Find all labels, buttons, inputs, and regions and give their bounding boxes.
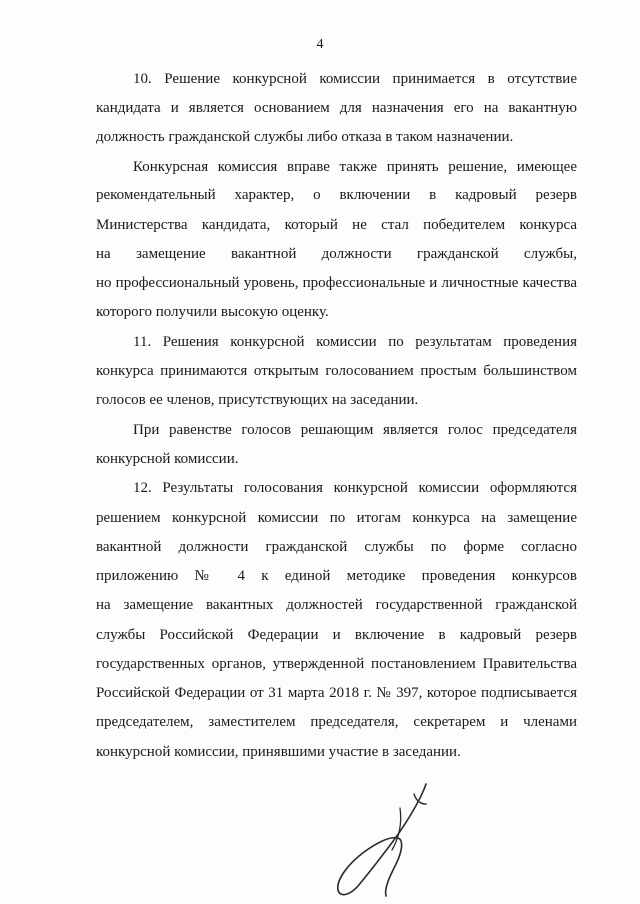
paragraph-1-line-2: кандидата и является основанием для назначения его на вакантную — [96, 100, 577, 116]
paragraph-5-line-3: вакантной должности гражданской службы по форме согласно — [96, 539, 577, 555]
paragraph-2-line-2: рекомендательный характер, о включении в кадровый резерв — [96, 187, 577, 203]
paragraph-2-line-6: которого получили высокую оценку. — [96, 304, 329, 320]
paragraph-1-line-3: должность гражданской службы либо отказа в таком назначении. — [96, 129, 514, 145]
paragraph-3-line-2: конкурса принимаются открытым голосованием простым большинством — [96, 363, 577, 379]
paragraph-5-line-2: решением конкурсной комиссии по итогам конкурса на замещение — [96, 510, 577, 526]
paragraph-2-line-5: но профессиональный уровень, профессиональные и личностные качества — [96, 275, 577, 291]
paragraph-5-line-6: службы Российской Федерации и включение в кадровый резерв — [96, 627, 577, 643]
paragraph-4-line-2: конкурсной комиссии. — [96, 451, 239, 467]
paragraph-5-line-4: приложению № 4 к единой методике проведения конкурсов — [96, 568, 577, 584]
paragraph-5-line-9: председателем, заместителем председателя, секретарем и членами — [96, 714, 577, 730]
paragraph-5-line-8: Российской Федерации от 31 марта 2018 г. № 397, которое подписывается — [96, 685, 577, 701]
paragraph-3-line-1: 11. Решения конкурсной комиссии по результатам проведения — [133, 334, 577, 350]
paragraph-2-line-3: Министерства кандидата, который не стал победителем конкурса — [96, 217, 577, 233]
paragraph-2-line-1: Конкурсная комиссия вправе также принять решение, имеющее — [133, 159, 577, 175]
paragraph-1-line-1: 10. Решение конкурсной комиссии принимается в отсутствие — [133, 71, 577, 87]
page-number: 4 — [316, 37, 324, 52]
paragraph-2-line-4: на замещение вакантной должности гражданской службы, — [96, 246, 577, 262]
paragraph-5-line-5: на замещение вакантных должностей государственной гражданской — [96, 597, 577, 613]
paragraph-4-line-1: При равенстве голосов решающим является голос председателя — [133, 422, 577, 438]
paragraph-3-line-3: голосов ее членов, присутствующих на заседании. — [96, 392, 419, 408]
paragraph-5-line-1: 12. Результаты голосования конкурсной комиссии оформляются — [133, 480, 577, 496]
paragraph-5-line-7: государственных органов, утвержденной постановлением Правительства — [96, 656, 577, 672]
paragraph-5-line-10: конкурсной комиссии, принявшими участие в заседании. — [96, 744, 461, 760]
handwritten-signature — [330, 778, 440, 904]
